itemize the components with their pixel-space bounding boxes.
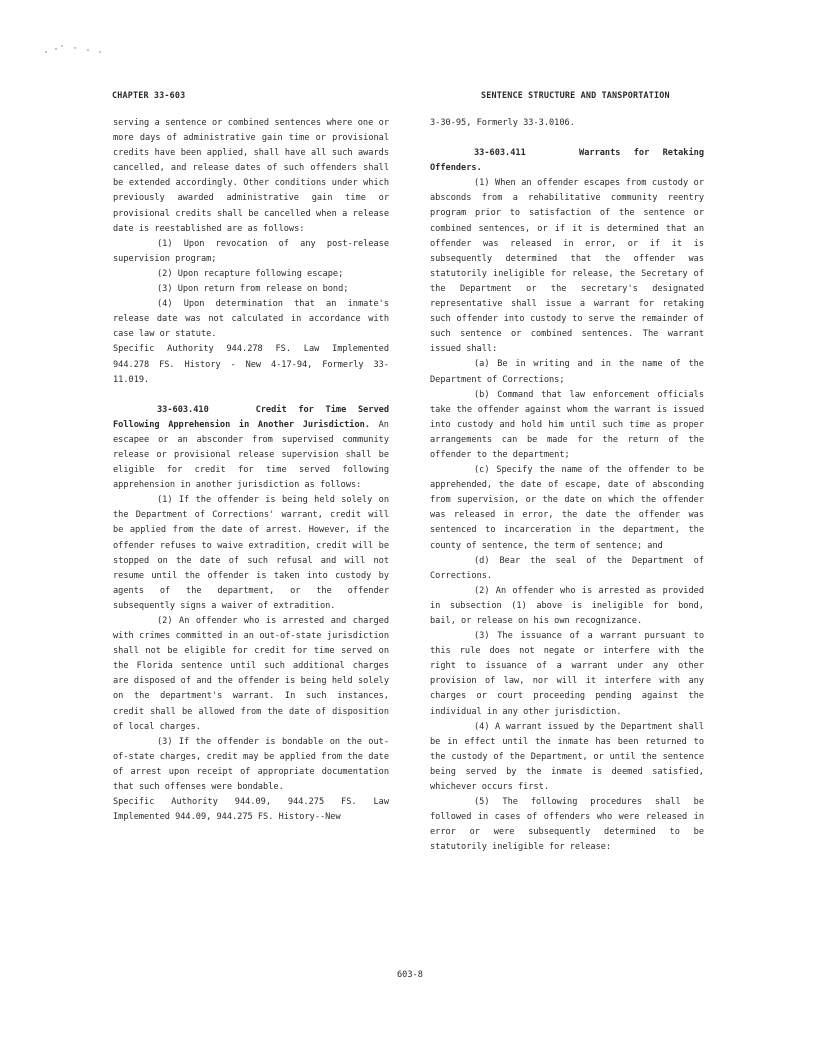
left-column (113, 116, 389, 825)
authority-note: Specific Authority 944.09, 944.275 FS. Law Implemented 944.09, 944.275 FS. History--New (113, 797, 389, 823)
section-text: An escapee or an absconder from supervised community release or provisional release supervision shall be eligible for credit for time served following apprehension in another jurisdiction as follows: (113, 419, 389, 491)
list-item: (1) When an offender escapes from custody or absconds from a rehabilitative community reentry program prior to satisfaction of the sentence or combined sentences, or if it is determined that an offender was released in error, or if it is subsequently determined that the offender was statutorily ineligible for release, the Secretary of the Department or the secretary's designated representative shall issue a warrant for retaking such offender into custody to serve the remainder of such sentence or combined sentences. The warrant issued shall: (430, 178, 704, 355)
list-item: (2) Upon recapture following escape; (157, 268, 344, 279)
list-item: (4) Upon determination that an inmate's release date was not calculated in accordance with case law or statute. (113, 299, 389, 340)
intro-paragraph: serving a sentence or combined sentences where one or more days of administrative gain time or provisional credits have been applied, shall have all such awards cancelled, and release dates of such offenders shall be extended accordingly. Other conditions under which previously awarded administrative gain time or provisional credits shall be cancelled when a release date is reestablished are as follows: (113, 118, 389, 234)
section-title: Credit for Time Served Following Apprehension in Another Jurisdiction. (113, 404, 389, 430)
right-column (430, 116, 704, 856)
authority-note: Specific Authority 944.278 FS. Law Implemented 944.278 FS. History - New 4-17-94, Formerly 33-11.019. (113, 344, 389, 385)
list-item: (5) The following procedures shall be followed in cases of offenders who were released in error or were subsequently determined to be statutorily ineligible for release: (430, 797, 704, 853)
list-item: (a) Be in writing and in the name of the Department of Corrections; (430, 359, 704, 385)
section-title: Warrants for Retaking Offenders. (430, 148, 704, 174)
list-item: (2) An offender who is arrested and charged with crimes committed in an out-of-state jurisdiction shall not be eligible for credit for time served on the Florida sentence until such additional charges are disposed of and the offender is being held solely on the department's warrant. In such instances, credit shall be allowed from the date of disposition of local charges. (113, 616, 389, 732)
list-item: (4) A warrant issued by the Department shall be in effect until the inmate has been returned to the custody of the Department, or until the sentence being served by the inmate is deemed satisfied, whichever occurs first. (430, 721, 704, 793)
section-number: 33-603.410 (157, 404, 209, 415)
section-number: 33-603.411 (474, 148, 526, 159)
list-item: (3) If the offender is bondable on the out-of-state charges, credit may be applied from the date of arrest upon receipt of appropriate documentation that such offenses were bondable. (113, 736, 389, 793)
section-411 (430, 146, 704, 176)
scan-specks (40, 40, 110, 60)
list-item: (2) An offender who is arrested as provided in subsection (1) above is ineligible for bond, bail, or release on his own recognizance. (430, 585, 704, 626)
title-header: SENTENCE STRUCTURE AND TANSPORTATION (481, 90, 670, 100)
authority-note-continued: 3-30-95, Formerly 33-3.0106. (430, 118, 575, 128)
chapter-header: CHAPTER 33-603 (112, 90, 186, 100)
list-item: (3) Upon return from release on bond; (157, 284, 349, 295)
list-item: (1) If the offender is being held solely on the Department of Corrections' warrant, credit will be applied from the date of arrest. However, if the offender refuses to waive extradition, credit will be stopped on the date of such refusal and will not resume until the offender is taken into custody by agents of the department, or the offender subsequently signs a waiver of extradition. (113, 495, 389, 611)
list-item: (1) Upon revocation of any post-release supervision program; (113, 238, 389, 264)
list-item: (d) Bear the seal of the Department of Corrections. (430, 555, 704, 581)
list-item: (c) Specify the name of the offender to be apprehended, the date of escape, date of absconding from supervision, or the date on which the offender was released in error, the date the offender was sentenced to incarceration in the department, the county of sentence, the term of sentence; and (430, 465, 704, 551)
page-number: 603-8 (397, 970, 423, 980)
list-item: (3) The issuance of a warrant pursuant to this rule does not negate or interfere with the right to issuance of a warrant under any other provision of law, nor will it interfere with any charges or court proceeding pending against the individual in any other jurisdiction. (430, 631, 704, 717)
section-410 (113, 403, 389, 494)
list-item: (b) Command that law enforcement officials take the offender against whom the warrant is issued into custody and hold him until such time as proper arrangements can be made for the return of the offender to the department; (430, 389, 704, 460)
